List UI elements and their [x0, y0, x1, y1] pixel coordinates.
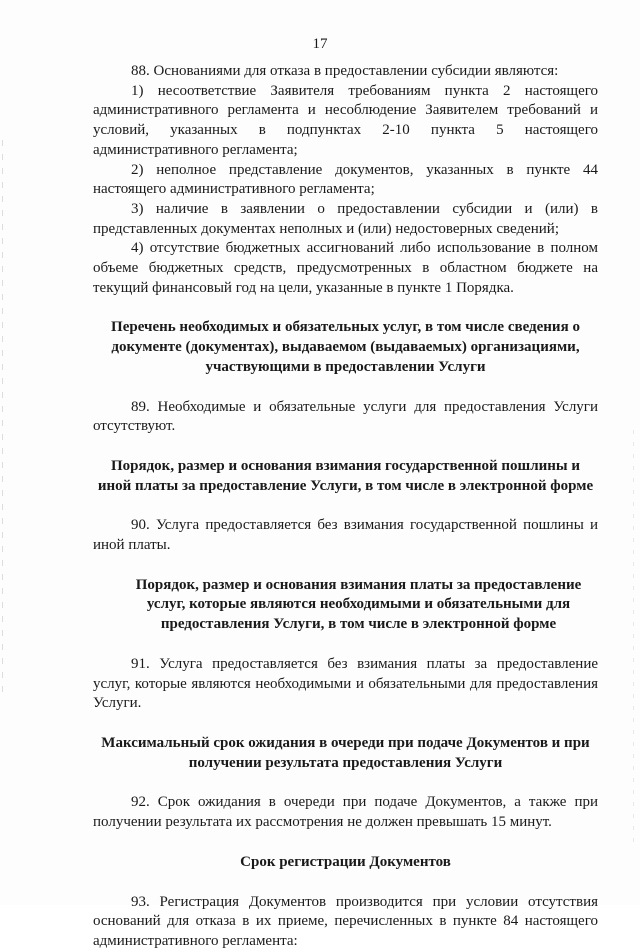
- spacer: [93, 773, 598, 793]
- section-heading-queue-time: Максимальный срок ожидания в очереди при подаче Документов и при получении результата предоставления Услуги: [101, 734, 590, 771]
- spacer: [93, 378, 598, 398]
- scan-edge-right: [633, 430, 634, 850]
- section-heading-state-duty: Порядок, размер и основания взимания государственной пошлины и иной платы за предоставление Услуги, в том числе в электронной форме: [97, 457, 594, 494]
- scan-edge-left: [2, 140, 3, 700]
- document-body: [93, 62, 598, 952]
- spacer: [93, 635, 598, 655]
- paragraph-88-intro: 88. Основаниями для отказа в предоставлении субсидии являются:: [131, 63, 559, 79]
- paragraph-88-item-3: 3) наличие в заявлении о предоставлении субсидии и (или) в представленных документах неполных и (или) недостоверных сведений;: [93, 200, 598, 237]
- paragraph-91: 91. Услуга предоставляется без взимания платы за предоставление услуг, которые являются необходимыми и обязательными для предоставления Услуги.: [93, 655, 598, 712]
- paragraph-88-item-1: 1) несоответствие Заявителя требованиям пункта 2 настоящего административного регламента и несоблюдение Заявителем требований и условий, указанных в подпунктах 2-10 пункта 5 настоящего административного регламента;: [93, 82, 598, 158]
- page-number: 17: [312, 36, 328, 52]
- section-heading-registration-period: Срок регистрации Документов: [240, 853, 451, 870]
- spacer: [93, 833, 598, 853]
- paragraph-88-item-4: 4) отсутствие бюджетных ассигнований либо использование в полном объеме бюджетных средств, предусмотренных в областном бюджете на текущий финансовый год на цели, указанные в пункте 1 Порядка.: [93, 240, 598, 296]
- section-heading-required-services: Перечень необходимых и обязательных услуг, в том числе сведения о документе (документах), выдаваемом (выдаваемых) организациями, участвующими в предоставлении Услуги: [111, 319, 580, 375]
- paragraph-93: 93. Регистрация Документов производится при условии отсутствия оснований для отказа в их приеме, перечисленных в пункте 84 настоящего административного регламента:: [93, 893, 598, 949]
- spacer: [93, 714, 598, 734]
- spacer: [93, 556, 598, 576]
- paragraph-89: 89. Необходимые и обязательные услуги для предоставления Услуги отсутствуют.: [93, 398, 598, 435]
- paragraph-90: 90. Услуга предоставляется без взимания государственной пошлины и иной платы.: [93, 517, 598, 554]
- spacer: [93, 298, 598, 318]
- paragraph-92: 92. Срок ожидания в очереди при подаче Документов, а также при получении результата их рассмотрения не должен превышать 15 минут.: [93, 794, 598, 831]
- paragraph-88-item-2: 2) неполное представление документов, указанных в пункте 44 настоящего административного регламента;: [93, 161, 598, 198]
- spacer: [93, 437, 598, 457]
- spacer: [93, 496, 598, 516]
- section-heading-fee-for-services: Порядок, размер и основания взимания платы за предоставление услуг, которые являются необходимыми и обязательными для предоставления Услуги, в том числе в электронной форме: [135, 576, 582, 633]
- spacer: [93, 873, 598, 893]
